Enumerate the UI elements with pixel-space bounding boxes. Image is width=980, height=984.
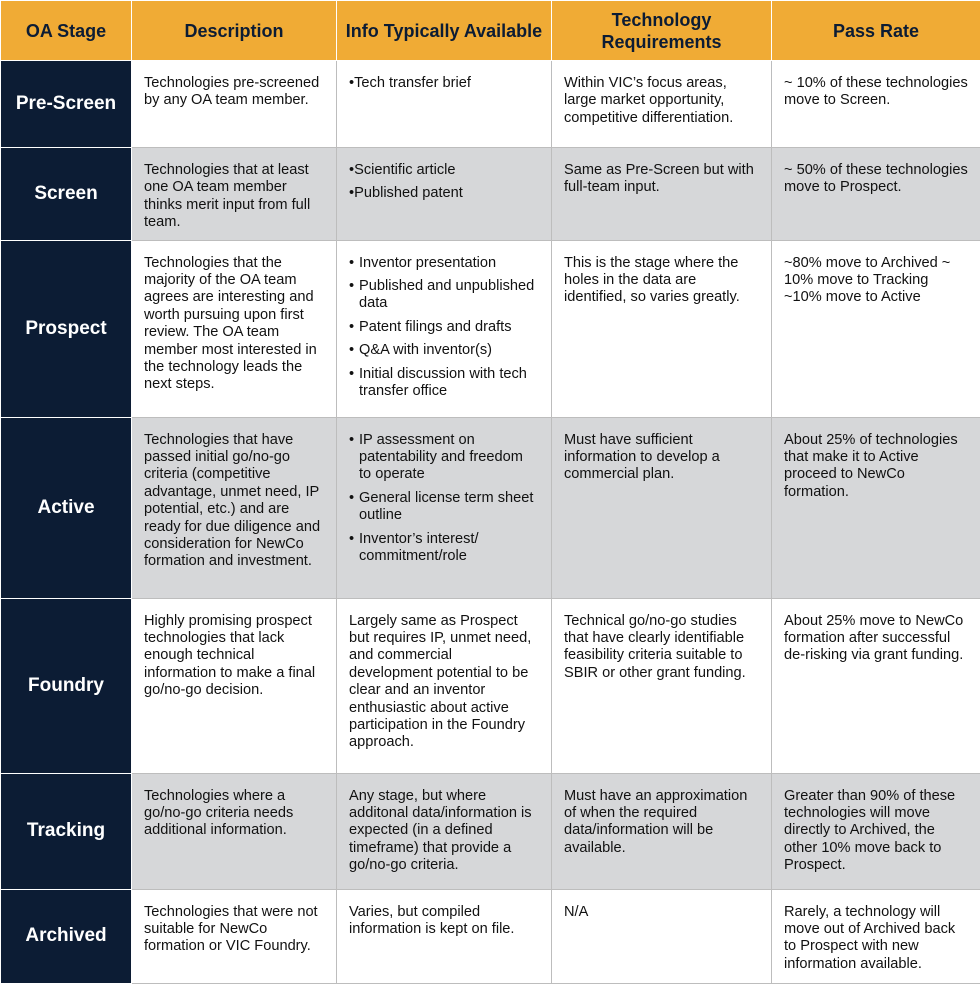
pass-rate-cell: Rarely, a technology will move out of Archived back to Prospect with new information available.	[772, 889, 980, 983]
table-row	[1, 61, 980, 148]
info-cell: Varies, but compiled information is kept on file.	[337, 889, 552, 983]
header-pass-rate: Pass Rate	[772, 1, 980, 61]
pass-rate-cell: Greater than 90% of these technologies will move directly to Archived, the other 10% move back to Prospect.	[772, 773, 980, 889]
stage-cell: Foundry	[1, 598, 132, 773]
info-cell	[337, 148, 552, 241]
info-item: • Scientific article	[349, 162, 539, 179]
info-item: • Published and unpublished data	[349, 278, 539, 313]
table-row	[1, 417, 980, 598]
requirements-cell: This is the stage where the holes in the data are identified, so varies greatly.	[552, 240, 772, 417]
stage-cell: Active	[1, 417, 132, 598]
requirements-cell: Must have an approximation of when the required data/information will be available.	[552, 773, 772, 889]
pass-rate-cell: About 25% move to NewCo formation after successful de-risking via grant funding.	[772, 598, 980, 773]
table-row	[1, 148, 980, 241]
header-info: Info Typically Available	[337, 1, 552, 61]
info-item: • Published patent	[349, 185, 539, 202]
info-item: • IP assessment on patentability and freedom to operate	[349, 432, 539, 484]
header-requirements: Technology Requirements	[552, 1, 772, 61]
pass-rate-cell: ~ 50% of these technologies move to Prospect.	[772, 148, 980, 241]
stage-cell: Pre-Screen	[1, 61, 132, 148]
header-description: Description	[132, 1, 337, 61]
info-item: • Inventor presentation	[349, 255, 539, 272]
info-cell	[337, 61, 552, 148]
description-cell: Technologies that at least one OA team member thinks merit input from full team.	[132, 148, 337, 241]
description-cell: Technologies that the majority of the OA team agrees are interesting and worth pursuing upon first review. The OA team member most interested in the technology leads the next steps.	[132, 240, 337, 417]
header-oa-stage: OA Stage	[1, 1, 132, 61]
stage-cell: Prospect	[1, 240, 132, 417]
info-item: • Inventor’s interest/ commitment/role	[349, 531, 539, 566]
description-cell: Technologies that have passed initial go/no-go criteria (competitive advantage, unmet need, IP potential, etc.) and are ready for due diligence and consideration for NewCo formation and investment.	[132, 417, 337, 598]
info-cell: Largely same as Prospect but requires IP, unmet need, and commercial development potential to be clear and an inventor enthusiastic about active participation in the Foundry approach.	[337, 598, 552, 773]
info-item: • General license term sheet outline	[349, 490, 539, 525]
requirements-cell: Technical go/no-go studies that have clearly identifiable feasibility criteria suitable to SBIR or other grant funding.	[552, 598, 772, 773]
requirements-cell: Same as Pre-Screen but with full-team input.	[552, 148, 772, 241]
pass-rate-cell: ~ 10% of these technologies move to Screen.	[772, 61, 980, 148]
info-cell	[337, 417, 552, 598]
table-row	[1, 598, 980, 773]
header-row	[1, 1, 980, 61]
description-cell: Highly promising prospect technologies that lack enough technical information to make a final go/no-go decision.	[132, 598, 337, 773]
pass-rate-cell: ~80% move to Archived ~ 10% move to Tracking ~10% move to Active	[772, 240, 980, 417]
requirements-cell: Within VIC’s focus areas, large market opportunity, competitive differentiation.	[552, 61, 772, 148]
description-cell: Technologies that were not suitable for NewCo formation or VIC Foundry.	[132, 889, 337, 983]
description-cell: Technologies where a go/no-go criteria needs additional information.	[132, 773, 337, 889]
table-row	[1, 889, 980, 983]
info-cell: Any stage, but where additonal data/information is expected (in a defined timeframe) that provide a go/no-go criteria.	[337, 773, 552, 889]
stage-cell: Screen	[1, 148, 132, 241]
pass-rate-cell: About 25% of technologies that make it to Active proceed to NewCo formation.	[772, 417, 980, 598]
stage-cell: Archived	[1, 889, 132, 983]
table-row	[1, 773, 980, 889]
info-item: • Tech transfer brief	[349, 75, 539, 92]
info-item: • Patent filings and drafts	[349, 319, 539, 336]
stage-cell: Tracking	[1, 773, 132, 889]
info-item: • Initial discussion with tech transfer office	[349, 366, 539, 401]
description-cell: Technologies pre-screened by any OA team member.	[132, 61, 337, 148]
table-row	[1, 240, 980, 417]
info-item: • Q&A with inventor(s)	[349, 342, 539, 359]
requirements-cell: N/A	[552, 889, 772, 983]
info-cell	[337, 240, 552, 417]
requirements-cell: Must have sufficient information to develop a commercial plan.	[552, 417, 772, 598]
